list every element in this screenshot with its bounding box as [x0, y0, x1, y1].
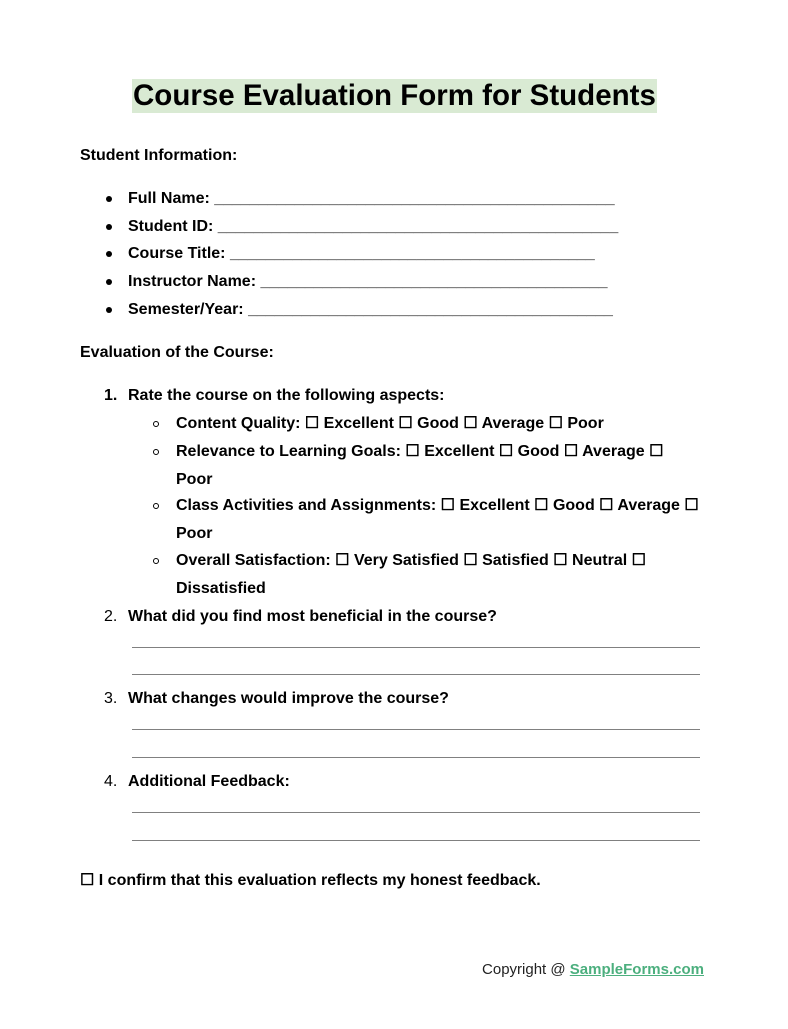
student-info-heading: Student Information:: [80, 147, 238, 164]
circle-bullet-icon: [153, 503, 159, 509]
bullet-icon: [106, 251, 112, 257]
rating-class-activities[interactable]: Class Activities and Assignments: ☐ Excellent ☐ Good ☐ Average ☐: [176, 497, 699, 514]
page-title: Course Evaluation Form for Students: [133, 79, 656, 112]
rating-content-quality[interactable]: Content Quality: ☐ Excellent ☐ Good ☐ Average ☐ Poor: [176, 415, 604, 432]
answer-line[interactable]: [132, 729, 700, 730]
footer-copyright: [482, 960, 704, 980]
field-blank[interactable]: _____________________________________________: [217, 218, 619, 235]
evaluation-heading: Evaluation of the Course:: [80, 344, 274, 361]
field-blank[interactable]: _________________________________________: [248, 301, 613, 318]
field-label: Course Title:: [128, 245, 226, 262]
question-text: What did you find most beneficial in the course?: [128, 608, 497, 625]
field-blank[interactable]: _________________________________________: [229, 245, 595, 262]
answer-line[interactable]: [132, 674, 700, 675]
question-text: Rate the course on the following aspects:: [128, 387, 445, 404]
question-number: 3.: [104, 690, 118, 707]
field-label: Full Name:: [128, 190, 210, 207]
bullet-icon: [106, 307, 112, 313]
question-text: Additional Feedback:: [128, 773, 290, 790]
confirmation-checkbox[interactable]: ☐ I confirm that this evaluation reflects my honest feedback.: [80, 872, 541, 889]
rating-relevance-continued[interactable]: Poor: [176, 471, 213, 488]
answer-line[interactable]: [132, 812, 700, 813]
question-number: 1.: [104, 387, 118, 404]
question-number: 4.: [104, 773, 118, 790]
question-text: What changes would improve the course?: [128, 690, 449, 707]
bullet-icon: [106, 279, 112, 285]
answer-line[interactable]: [132, 647, 700, 648]
question-number: 2.: [104, 608, 118, 625]
rating-class-activities-continued[interactable]: Poor: [176, 525, 213, 542]
answer-line[interactable]: [132, 840, 700, 841]
circle-bullet-icon: [153, 558, 159, 564]
rating-overall-satisfaction[interactable]: Overall Satisfaction: ☐ Very Satisfied ☐ Satisfied ☐ Neutral ☐: [176, 552, 646, 569]
field-blank[interactable]: _____________________________________________: [214, 190, 615, 207]
circle-bullet-icon: [153, 449, 159, 455]
answer-line[interactable]: [132, 757, 700, 758]
bullet-icon: [106, 224, 112, 230]
field-blank[interactable]: _______________________________________: [260, 273, 608, 290]
copyright-text: Copyright @: [482, 961, 570, 978]
sampleforms-link[interactable]: SampleForms.com: [569, 961, 704, 978]
bullet-icon: [106, 196, 112, 202]
field-label: Instructor Name:: [128, 273, 257, 290]
circle-bullet-icon: [153, 421, 159, 427]
field-label: Semester/Year:: [128, 301, 244, 318]
rating-overall-satisfaction-continued[interactable]: Dissatisfied: [176, 580, 266, 597]
field-label: Student ID:: [128, 218, 214, 235]
rating-relevance[interactable]: Relevance to Learning Goals: ☐ Excellent ☐ Good ☐ Average ☐: [176, 443, 664, 460]
